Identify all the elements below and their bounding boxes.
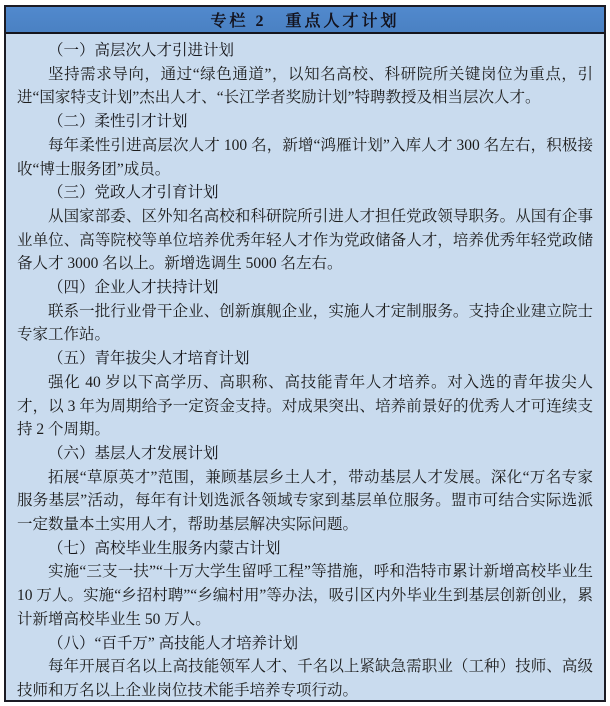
section-paragraph: 坚持需求导向，通过“绿色通道”，以知名高校、科研院所关键岗位为重点，引进“国家特支计划”杰出人才、“长江学者奖励计划”特聘教授及相当层次人才。 bbox=[17, 65, 593, 107]
section-heading: （五）青年拔尖人才培育计划 bbox=[48, 350, 250, 368]
section-heading: （二）柔性引才计划 bbox=[48, 113, 188, 131]
section-paragraph: 强化 40 岁以下高学历、高职称、高技能青年人才培养。对入选的青年拔尖人才，以 3 年为周期给予一定资金支持。对成果突出、培养前景好的优秀人才可连续支持 2 个周期。 bbox=[17, 373, 593, 439]
section-heading: （三）党政人才引育计划 bbox=[48, 184, 219, 202]
panel-body bbox=[6, 34, 604, 706]
section-paragraph: 每年柔性引进高层次人才 100 名，新增“鸿雁计划”入库人才 300 名左右，积极接收“博士服务团”成员。 bbox=[17, 136, 593, 178]
section-heading: （八）“百千万” 高技能人才培养计划 bbox=[48, 634, 299, 652]
section-paragraph: 拓展“草原英才”范围，兼顾基层乡土人才，带动基层人才发展。深化“万名专家服务基层”活动，每年有计划选派各领域专家到基层单位服务。盟市可结合实际选派一定数量本土实用人才，帮助基层解决实际问题。 bbox=[17, 468, 593, 534]
section-paragraph: 联系一批行业骨干企业、创新旗舰企业，实施人才定制服务。支持企业建立院士专家工作站。 bbox=[17, 302, 593, 344]
section-heading: （四）企业人才扶持计划 bbox=[48, 279, 219, 297]
talent-plan-panel bbox=[4, 5, 606, 702]
section-heading: （七）高校毕业生服务内蒙古计划 bbox=[48, 539, 281, 557]
section-paragraph: 每年开展百名以上高技能领军人才、千名以上紧缺急需职业（工种）技师、高级技师和万名以上企业岗位技术能手培养专项行动。 bbox=[17, 658, 593, 699]
section-heading: （一）高层次人才引进计划 bbox=[48, 42, 235, 59]
section-paragraph: 从国家部委、区外知名高校和科研院所引进人才担任党政领导职务。从国有企事业单位、高等院校等单位培养优秀年轻人才作为党政储备人才，培养优秀年轻党政储备人才 3000 名以上。新增选调生 5000 名左右。 bbox=[17, 207, 593, 273]
panel-header bbox=[6, 7, 604, 34]
panel-title: 专栏 2 重点人才计划 bbox=[210, 13, 400, 30]
section-heading: （六）基层人才发展计划 bbox=[48, 444, 219, 462]
section-paragraph: 实施“三支一扶”“十万大学生留呼工程”等措施，呼和浩特市累计新增高校毕业生 10 万人。实施“乡招村聘”“乡编村用”等办法，吸引区内外毕业生到基层创新创业，累计新增高校毕业生 50 万人。 bbox=[17, 563, 593, 628]
